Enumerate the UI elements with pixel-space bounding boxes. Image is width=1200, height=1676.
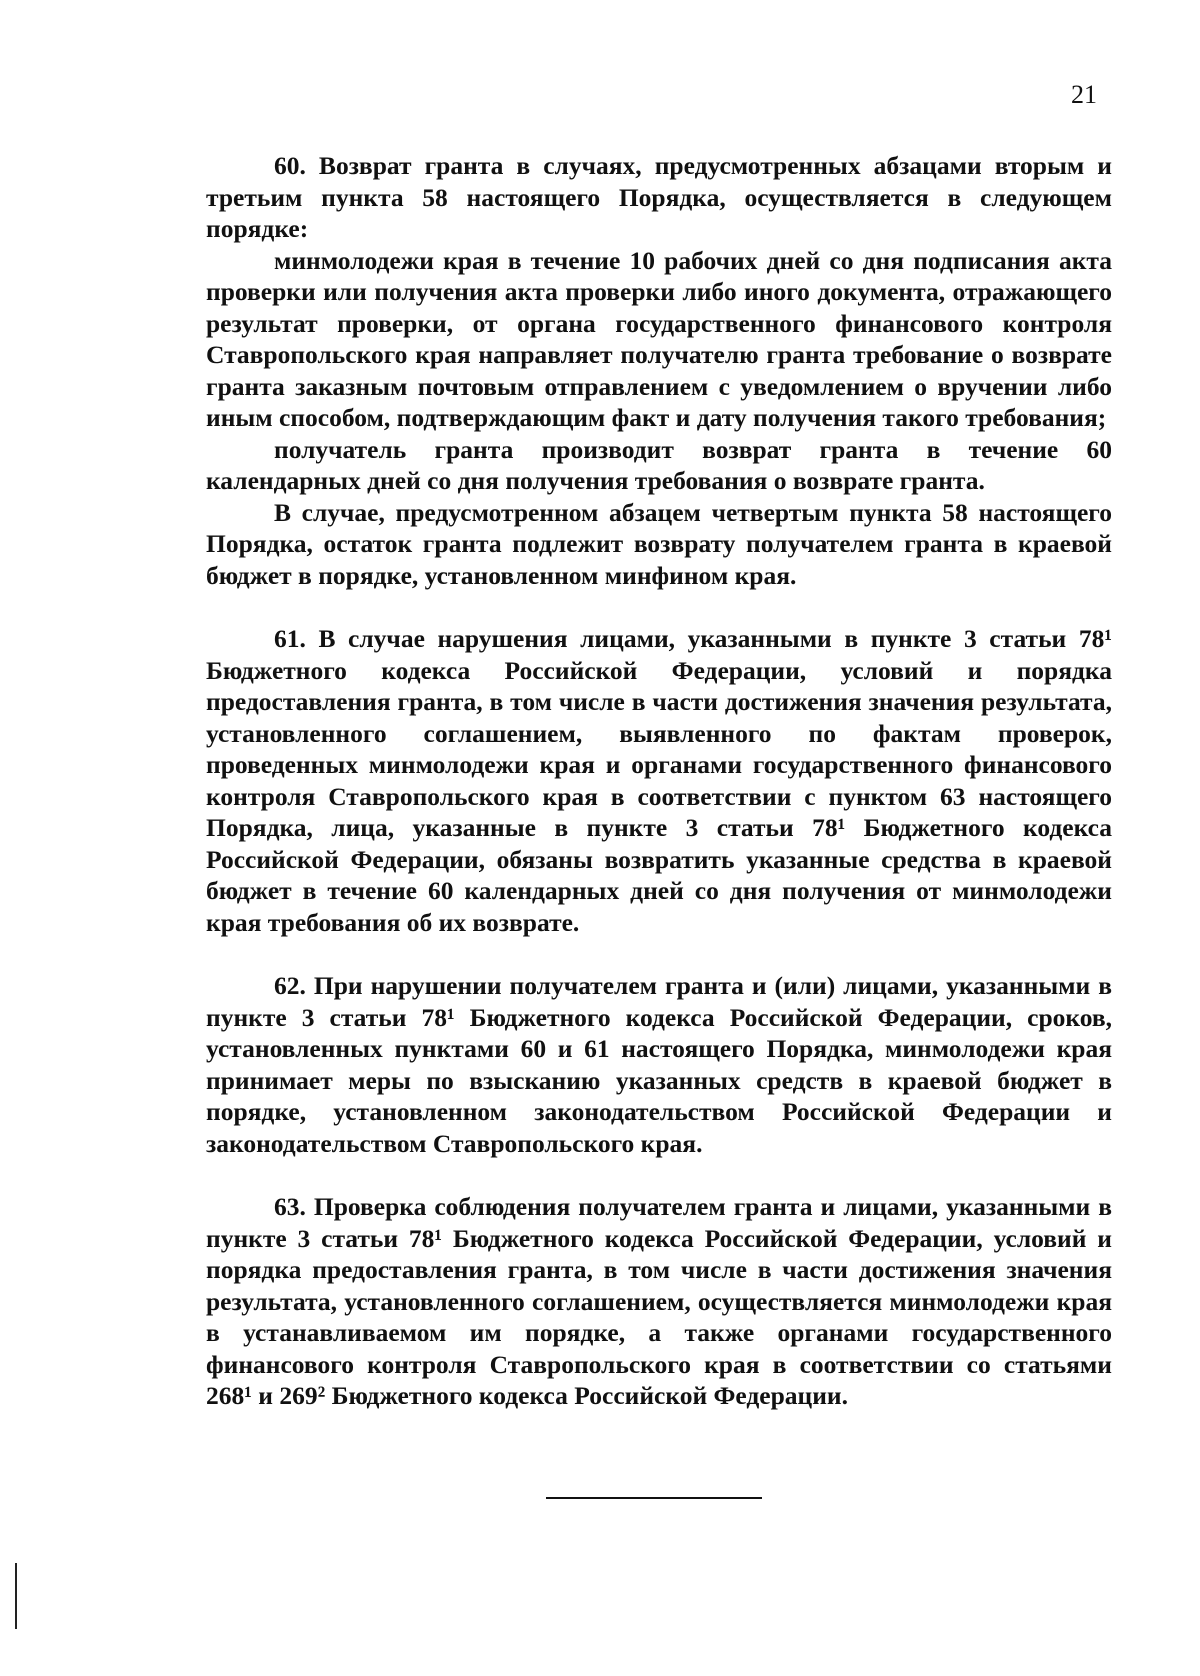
paragraph-61: 61. В случае нарушения лицами, указанными в пункте 3 статьи 78¹ Бюджетного кодекса Российской Федерации, условий и порядка предоставления гранта, в том числе в части достижения значения результата, установленного соглашением, выявленного по фактам проверок, проведенных минмолодежи края и органами государственного финансового контроля Ставропольского края в соответствии с пунктом 63 настоящего Порядка, лица, указанные в пункте 3 статьи 78¹ Бюджетного кодекса Российской Федерации, обязаны возвратить указанные средства в краевой бюджет в течение 60 календарных дней со дня получения от минмолодежи края требования об их возврате. [206, 624, 1112, 937]
paragraph-gap [206, 1159, 1112, 1191]
paragraph-gap [206, 938, 1112, 970]
paragraph-63: 63. Проверка соблюдения получателем гранта и лицами, указанными в пункте 3 статьи 78¹ Бюджетного кодекса Российской Федерации, условий и порядка предоставления гранта, в том числе в части достижения значения результата, установленного соглашением, осуществляется минмолодежи края в устанавливаемом им порядке, а также органами государственного финансового контроля Ставропольского края в соответствии со статьями 268¹ и 269² Бюджетного кодекса Российской Федерации. [206, 1192, 1112, 1410]
page-number: 21 [1071, 80, 1097, 109]
paragraph-60-remainder: В случае, предусмотренном абзацем четвертым пункта 58 настоящего Порядка, остаток гранта подлежит возврату получателем гранта в краевой бюджет в порядке, установленном минфином края. [206, 497, 1112, 590]
document-body [206, 150, 1112, 1412]
paragraph-60-intro: 60. Возврат гранта в случаях, предусмотренных абзацами вторым и третьим пункта 58 настоящего Порядка, осуществляется в следующем порядке: [206, 151, 1112, 243]
paragraph-60-step-2: получатель гранта производит возврат гранта в течение 60 календарных дней со дня получения требования о возврате гранта. [206, 434, 1112, 495]
paragraph-gap [206, 591, 1112, 623]
paragraph-62: 62. При нарушении получателем гранта и (или) лицами, указанными в пункте 3 статьи 78¹ Бюджетного кодекса Российской Федерации, сроков, установленных пунктами 60 и 61 настоящего Порядка, минмолодежи края принимает меры по взысканию указанных средств в краевой бюджет в порядке, установленном законодательством Российской Федерации и законодательством Ставропольского края. [206, 971, 1112, 1158]
paragraph-60-step-1: минмолодежи края в течение 10 рабочих дней со дня подписания акта проверки или получения акта проверки либо иного документа, отражающего результат проверки, от органа государственного финансового контроля Ставропольского края направляет получателю гранта требование о возврате гранта заказным почтовым отправлением с уведомлением о вручении либо иным способом, подтверждающим факт и дату получения такого требования; [206, 245, 1112, 432]
scan-edge-mark [15, 1563, 17, 1629]
end-of-document-rule [546, 1497, 762, 1499]
